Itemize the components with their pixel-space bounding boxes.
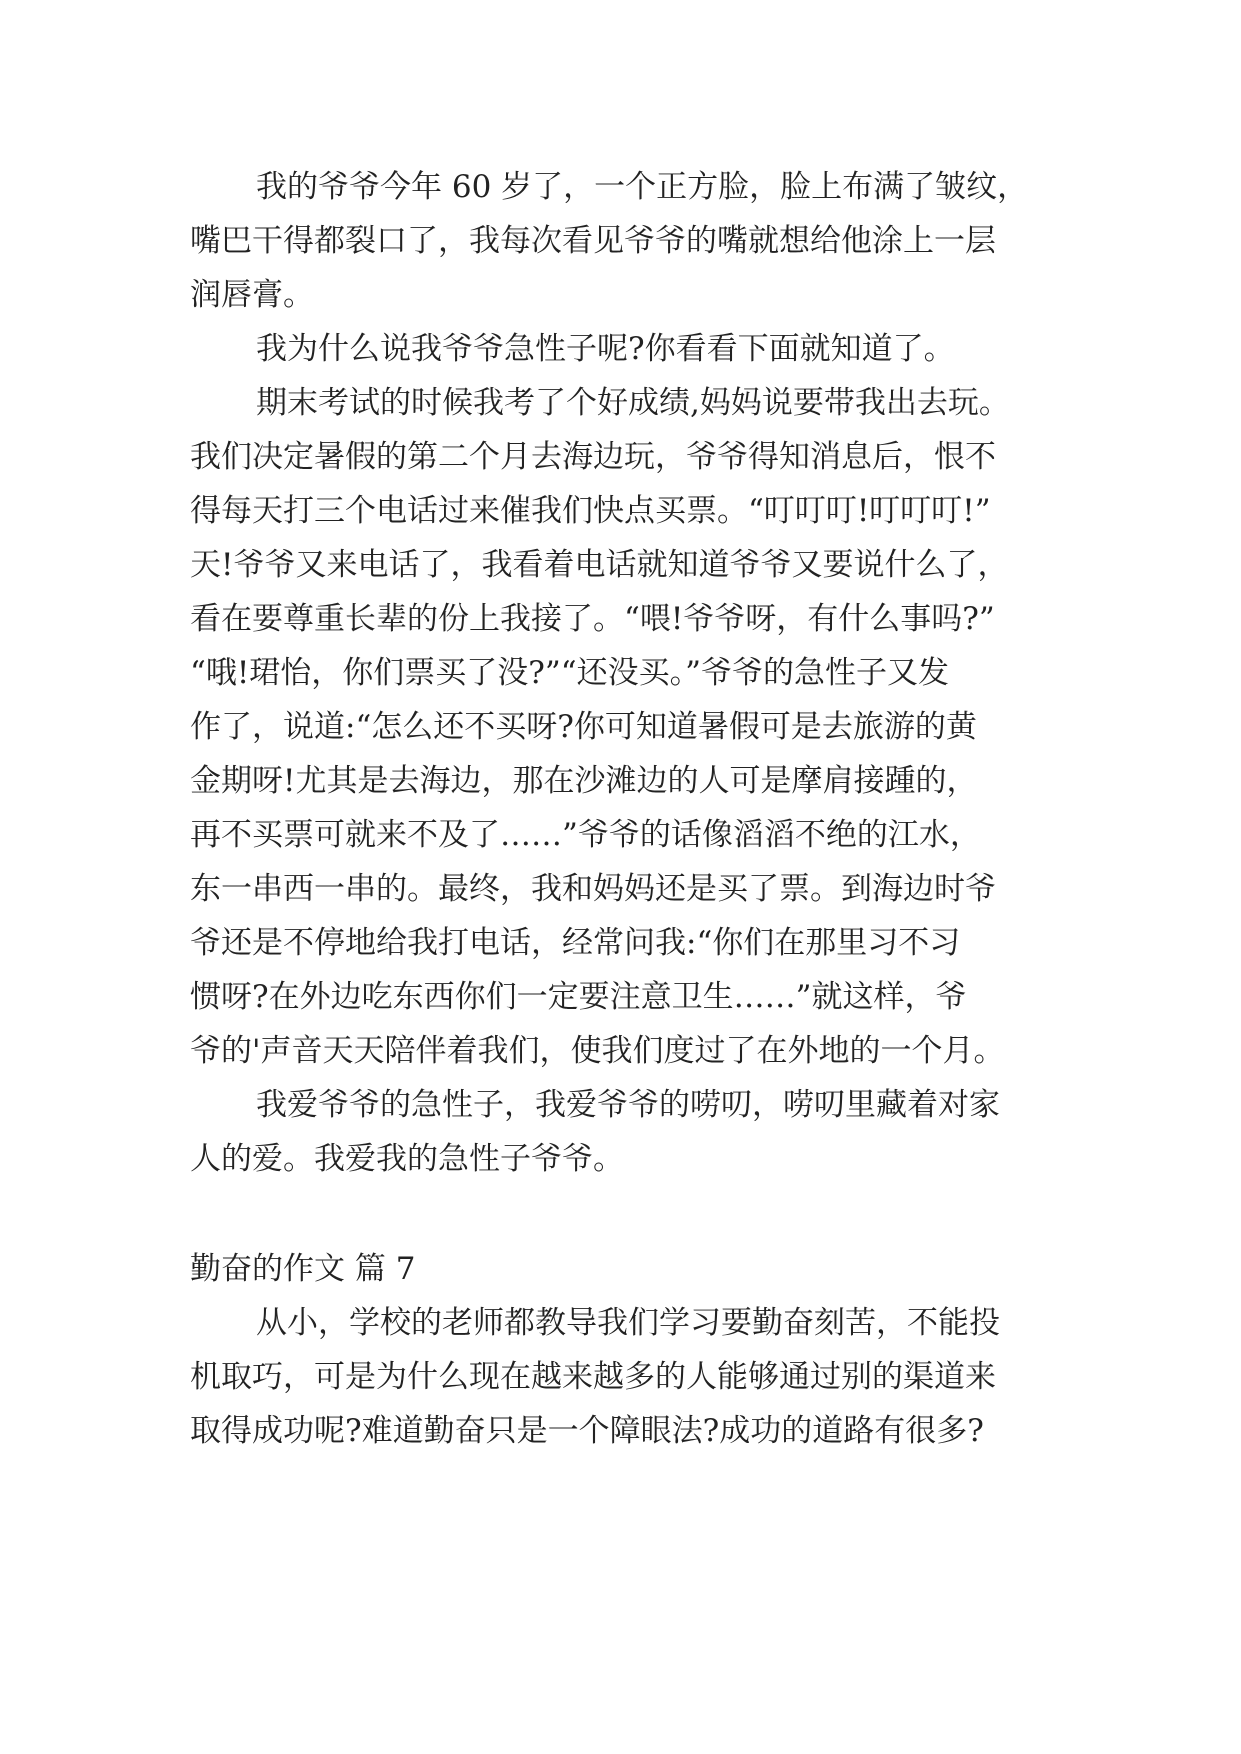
text-line: 我为什么说我爷爷急性子呢?你看看下面就知道了。: [256, 331, 955, 367]
text-line: 从小，学校的老师都教导我们学习要勤奋刻苦，不能投: [256, 1305, 1000, 1341]
text-line: 再不买票可就来不及了……”爷爷的话像滔滔不绝的江水，: [190, 817, 981, 853]
text-line: 我爱爷爷的急性子，我爱爷爷的唠叨，唠叨里藏着对家: [256, 1087, 1000, 1123]
paragraph: [190, 160, 1090, 322]
paragraph: [190, 322, 1090, 376]
text-line: 我们决定暑假的第二个月去海边玩，爷爷得知消息后，恨不: [190, 439, 996, 475]
text-line: 作了，说道:“怎么还不买呀?你可知道暑假可是去旅游的黄: [190, 709, 977, 745]
text-line: 嘴巴干得都裂口了，我每次看见爷爷的嘴就想给他涂上一层: [190, 223, 996, 259]
text-line: 东一串西一串的。最终，我和妈妈还是买了票。到海边时爷: [190, 871, 996, 907]
text-line: 我的爷爷今年 60 岁了，一个正方脸，脸上布满了皱纹，: [256, 169, 1029, 205]
text-line: 金期呀!尤其是去海边，那在沙滩边的人可是摩肩接踵的，: [190, 763, 978, 799]
paragraph: [190, 1296, 1090, 1458]
text-line: 看在要尊重长辈的份上我接了。“喂!爷爷呀，有什么事吗?”: [190, 601, 995, 637]
text-line: “哦!珺怡，你们票买了没?”“还没买。”爷爷的急性子又发: [190, 655, 949, 691]
text-line: 机取巧，可是为什么现在越来越多的人能够通过别的渠道来: [190, 1359, 996, 1395]
paragraph: [190, 376, 1090, 1078]
text-line: 爷的'声音天天陪伴着我们，使我们度过了在外地的一个月。: [190, 1033, 1005, 1069]
paragraph: [190, 1078, 1090, 1186]
text-line: 润唇膏。: [190, 277, 314, 313]
section-title: 勤奋的作文 篇 7: [190, 1251, 416, 1287]
text-line: 人的爱。我爱我的急性子爷爷。: [190, 1141, 624, 1177]
text-line: 天!爷爷又来电话了，我看着电话就知道爷爷又要说什么了，: [190, 547, 1009, 583]
text-line: 取得成功呢?难道勤奋只是一个障眼法?成功的道路有很多?: [190, 1413, 984, 1449]
section-spacer: [190, 1186, 1090, 1242]
text-line: 爷还是不停地给我打电话，经常问我:“你们在那里习不习: [190, 925, 961, 961]
text-line: 惯呀?在外边吃东西你们一定要注意卫生……”就这样，爷: [190, 979, 967, 1015]
document-body: [190, 160, 1090, 1458]
text-line: 得每天打三个电话过来催我们快点买票。“叮叮叮!叮叮叮!”: [190, 493, 991, 529]
text-line: 期末考试的时候我考了个好成绩,妈妈说要带我出去玩。: [256, 385, 1010, 421]
